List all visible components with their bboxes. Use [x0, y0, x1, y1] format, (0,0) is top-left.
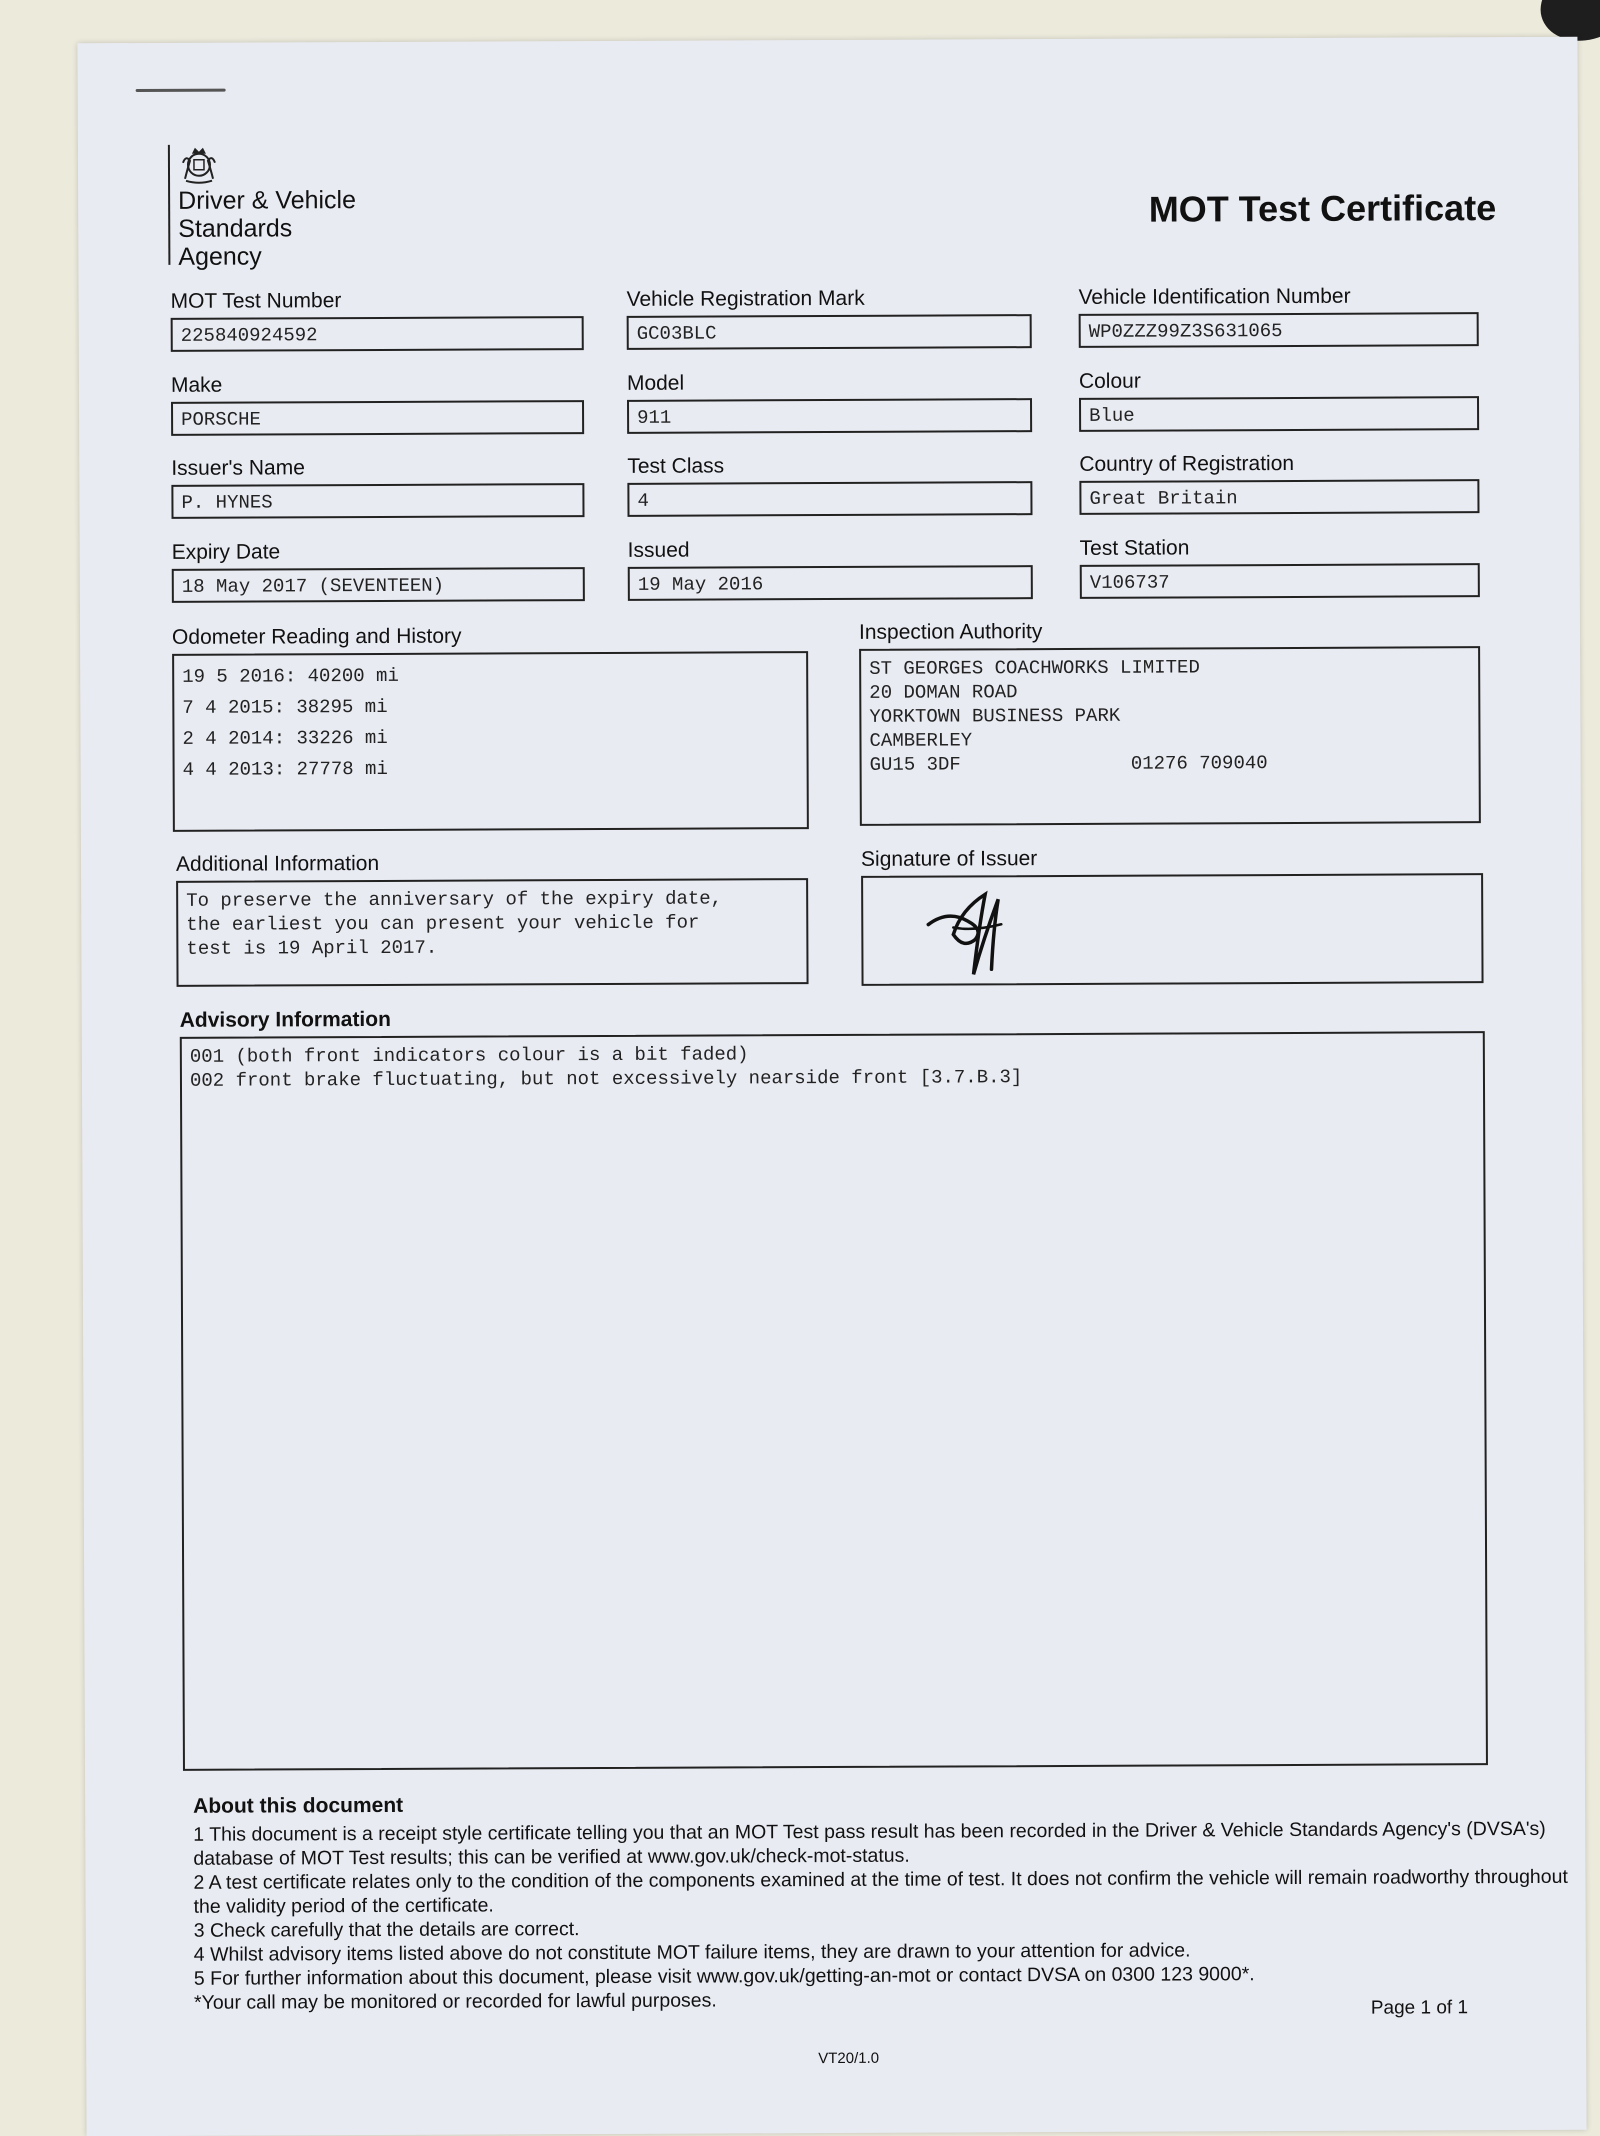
about-item: 2 A test certificate relates only to the condition of the components examined at the time of test. It does not confirm the vehicle will remain roadworthy throughout the validity period of the certificate.	[193, 1865, 1568, 1918]
about-section	[193, 1789, 1574, 2015]
page-number: Page 1 of 1	[1370, 1997, 1469, 2019]
field-label: Issuer's Name	[171, 456, 305, 480]
advisory-section	[180, 1003, 1488, 1771]
field-label: Expiry Date	[171, 540, 281, 564]
inspection-authority-section	[859, 618, 1481, 826]
test-number-value: 225840924592	[171, 316, 584, 352]
advisory-item: 002 front brake fluctuating, but not excessively nearside front [3.7.B.3]	[189, 1066, 1023, 1092]
authority-line: CAMBERLEY	[869, 729, 973, 752]
field-colour	[1079, 368, 1479, 432]
certificate-sheet	[77, 37, 1586, 2136]
field-country	[1079, 451, 1479, 515]
field-label: Vehicle Registration Mark	[626, 286, 865, 311]
about-item: 1 This document is a receipt style certificate telling you that an MOT Test pass result has been recorded in the Driver & Vehicle Standards Agency's (DVSA's) database of MOT Test results; this can be verified at www.gov.uk/check-mot-status.	[193, 1817, 1546, 1870]
field-label: Model	[626, 371, 685, 395]
authority-postcode-line	[870, 750, 1471, 777]
field-label: Test Station	[1079, 536, 1190, 560]
colour-value: Blue	[1079, 396, 1479, 432]
additional-info-line: To preserve the anniversary of the expiry date,	[186, 887, 723, 912]
odometer-entry: 7 4 2015: 38295 mi	[182, 695, 388, 719]
expiry-value: 18 May 2017 (SEVENTEEN)	[172, 567, 585, 603]
advisory-box	[180, 1031, 1488, 1771]
agency-logo	[168, 144, 379, 271]
field-make	[171, 372, 584, 436]
field-label: Colour	[1078, 369, 1141, 393]
about-footnote: *Your call may be monitored or recorded for lawful purposes.	[193, 1989, 717, 2014]
field-label: MOT Test Number	[170, 289, 342, 313]
inspection-authority-label: Inspection Authority	[858, 620, 1043, 644]
issuer-value: P. HYNES	[171, 483, 584, 519]
field-reg-mark	[627, 286, 1032, 350]
model-value: 911	[627, 398, 1032, 434]
form-code: VT20/1.0	[818, 2049, 880, 2068]
authority-line: ST GEORGES COACHWORKS LIMITED	[869, 656, 1200, 680]
signature-box	[861, 873, 1483, 986]
field-label: Make	[170, 373, 223, 397]
authority-postcode: GU15 3DF	[869, 753, 961, 776]
advisory-item: 001 (both front indicators colour is a bit faded)	[189, 1043, 749, 1068]
field-issuer	[171, 455, 584, 519]
field-test-station	[1080, 535, 1480, 599]
odometer-label: Odometer Reading and History	[171, 624, 462, 649]
handwritten-signature	[913, 879, 1033, 980]
test-station-value: V106737	[1080, 563, 1480, 599]
signature-label: Signature of Issuer	[860, 847, 1038, 871]
odometer-box	[172, 651, 809, 832]
authority-phone: 01276 709040	[1130, 752, 1268, 775]
field-label: Country of Registration	[1079, 451, 1295, 476]
staple-mark	[136, 89, 226, 92]
odometer-entry: 4 4 2013: 27778 mi	[182, 757, 388, 781]
authority-line: 20 DOMAN ROAD	[869, 681, 1018, 704]
field-expiry	[172, 539, 585, 603]
vin-value: WP0ZZZ99Z3S631065	[1079, 312, 1479, 348]
field-issued	[628, 537, 1033, 601]
test-class-value: 4	[627, 481, 1032, 517]
authority-line: YORKTOWN BUSINESS PARK	[869, 704, 1121, 728]
make-value: PORSCHE	[171, 400, 584, 436]
additional-info-box	[176, 878, 808, 987]
page-title: MOT Test Certificate	[1148, 187, 1497, 230]
additional-info-section	[176, 850, 809, 987]
agency-name: Driver & Vehicle Standards Agency	[178, 186, 357, 271]
reg-mark-value: GC03BLC	[627, 314, 1032, 350]
field-label: Issued	[627, 538, 690, 562]
additional-info-line: the earliest you can present your vehicle for	[186, 911, 700, 936]
field-label: Vehicle Identification Number	[1078, 284, 1351, 309]
odometer-entry: 2 4 2014: 33226 mi	[182, 726, 388, 750]
advisory-label: Advisory Information	[179, 1007, 391, 1032]
about-item: 4 Whilst advisory items listed above do not constitute MOT failure items, they are drawn to your attention for advice.	[193, 1939, 1191, 1966]
issued-value: 19 May 2016	[628, 565, 1033, 601]
field-label: Test Class	[627, 454, 725, 478]
about-item: 3 Check carefully that the details are correct.	[193, 1918, 580, 1942]
odometer-section	[172, 623, 809, 832]
field-model	[627, 370, 1032, 434]
field-test-number	[171, 288, 584, 352]
about-item: 5 For further information about this document, please visit www.gov.uk/getting-an-mot or contact DVSA on 0300 123 9000*.	[193, 1963, 1255, 1990]
country-value: Great Britain	[1079, 479, 1479, 515]
additional-info-line: test is 19 April 2017.	[186, 936, 438, 960]
royal-crest-icon	[178, 145, 220, 185]
about-heading: About this document	[193, 1793, 404, 1818]
inspection-authority-box	[859, 646, 1481, 826]
field-test-class	[627, 453, 1032, 517]
odometer-entry: 19 5 2016: 40200 mi	[182, 664, 399, 688]
signature-section	[861, 845, 1484, 986]
field-vin	[1079, 284, 1479, 348]
additional-info-label: Additional Information	[175, 851, 380, 876]
